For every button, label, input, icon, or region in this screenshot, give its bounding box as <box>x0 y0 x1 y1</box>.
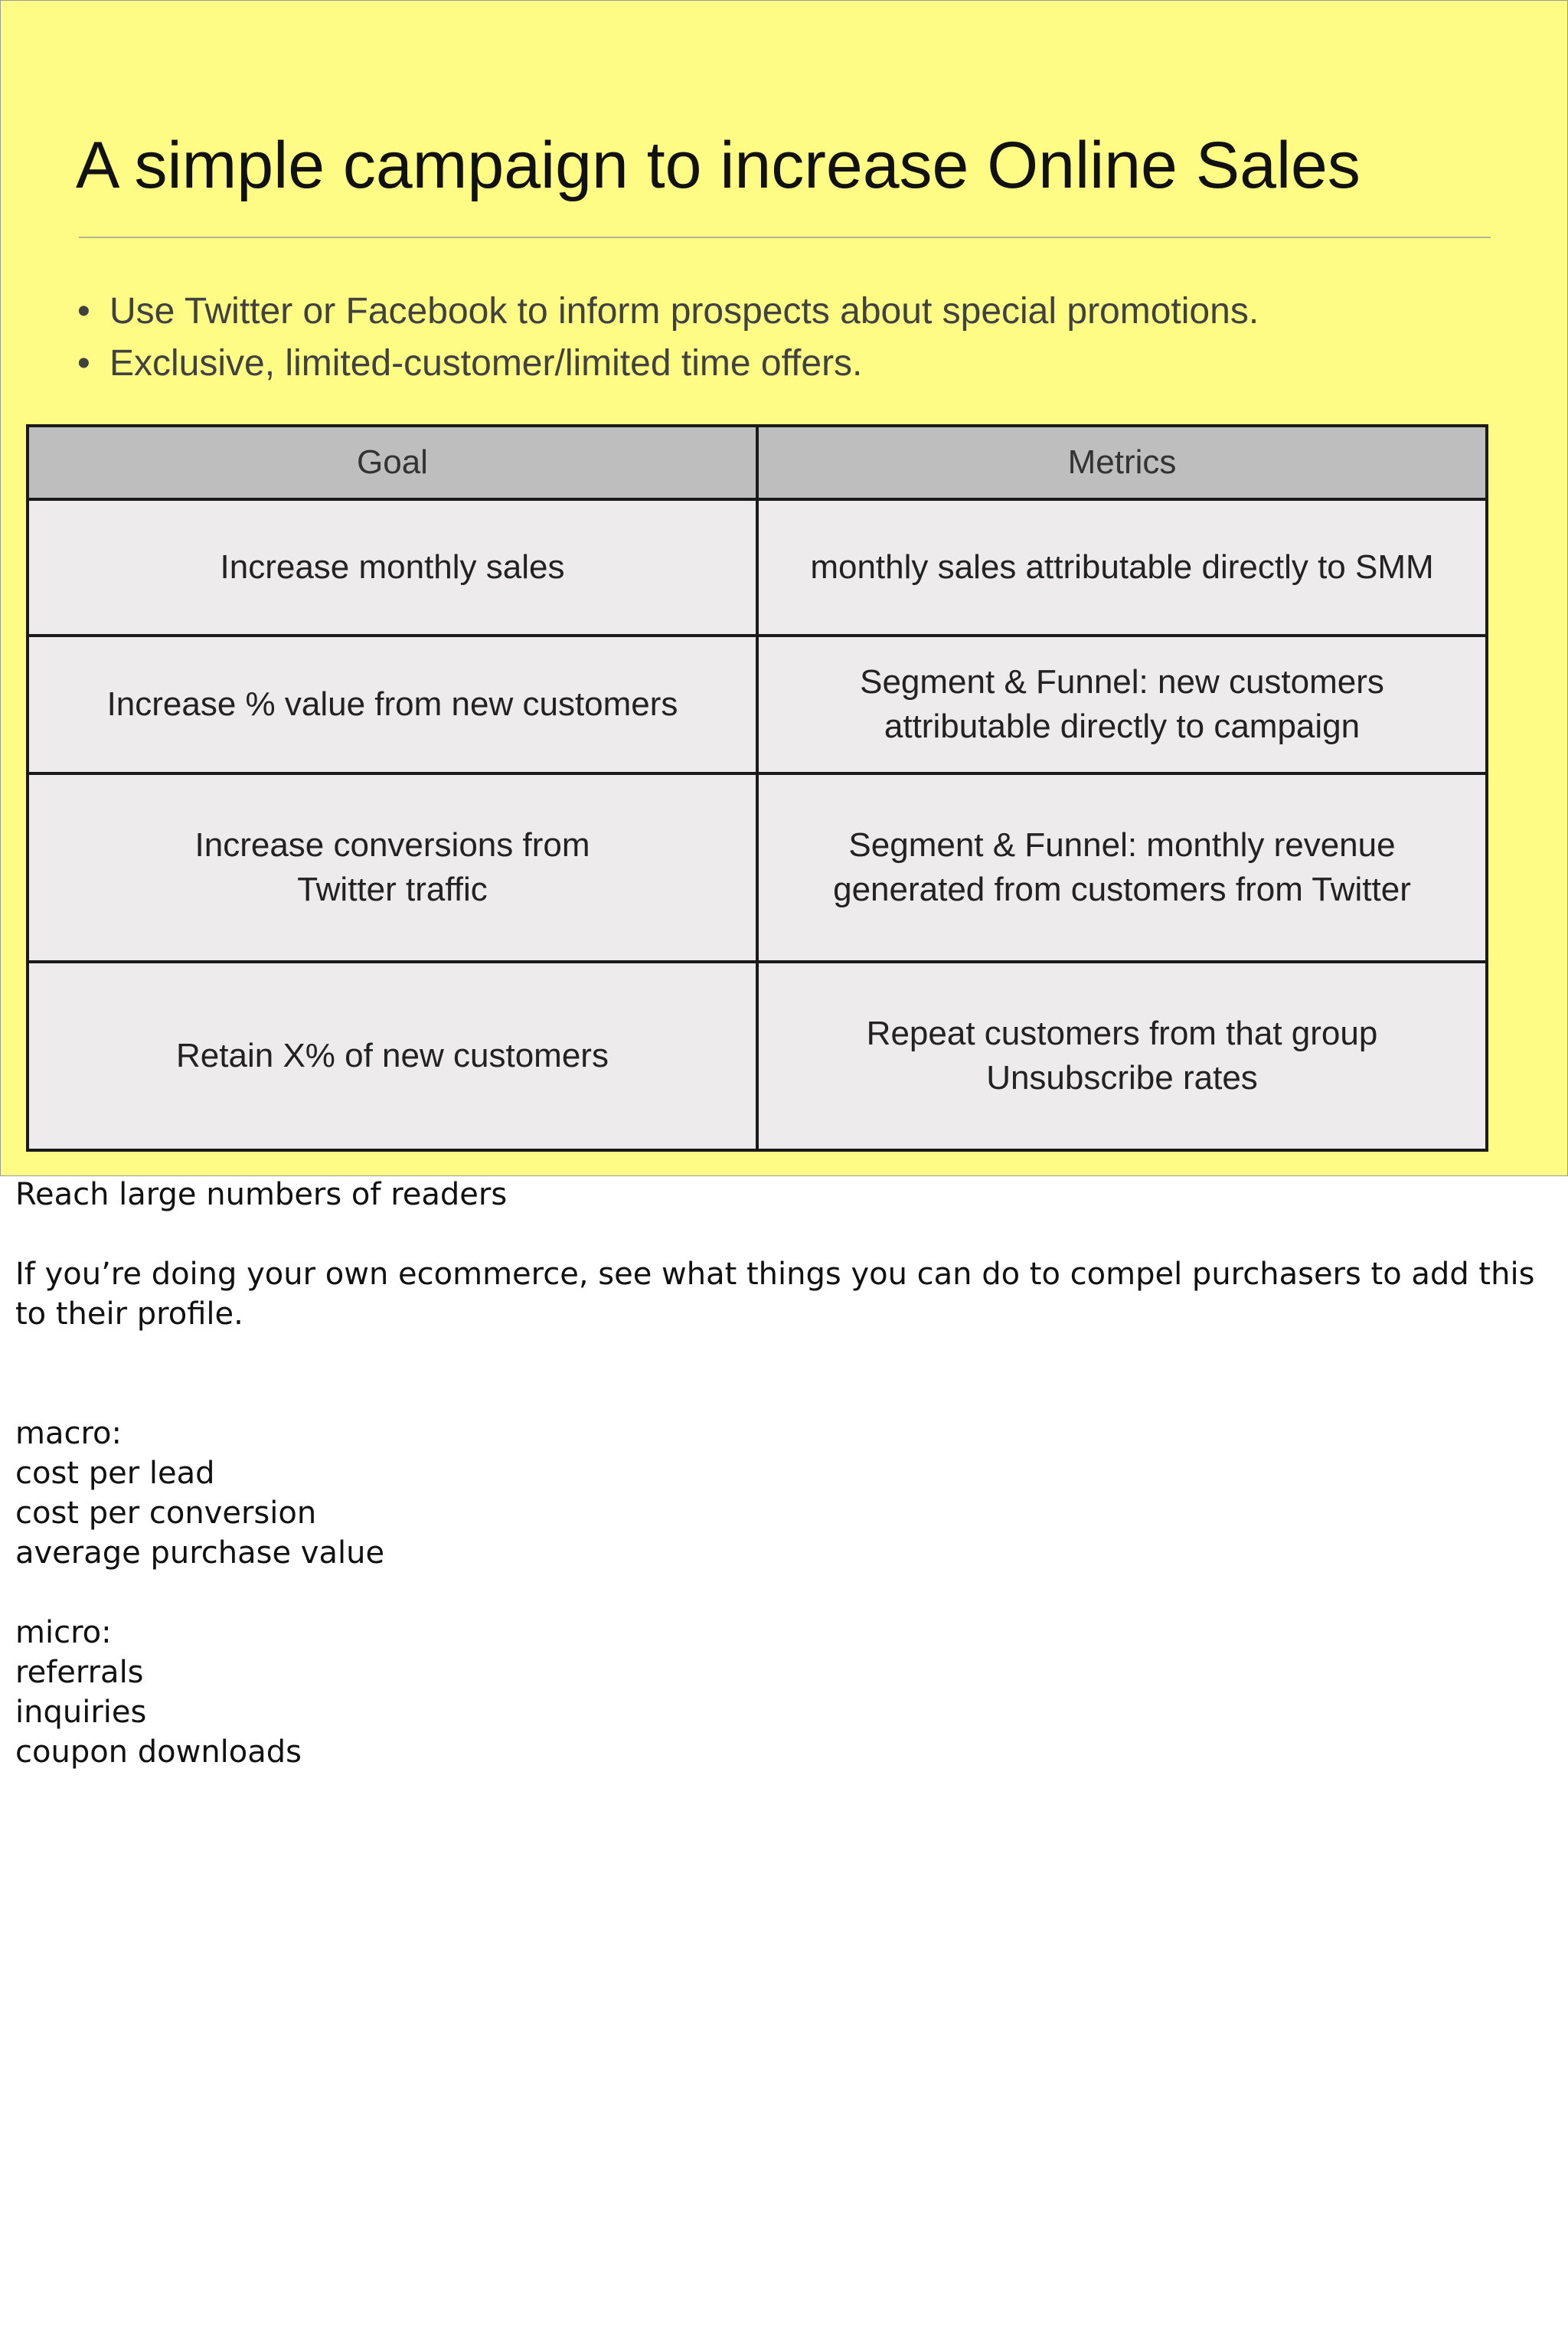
table-row <box>28 499 1487 636</box>
table-row <box>28 636 1487 773</box>
macro-item: average purchase value <box>15 1535 385 1571</box>
bullet-item <box>77 286 1259 338</box>
bullet-text: Use Twitter or Facebook to inform prospects about special promotions. <box>109 291 1259 332</box>
micro-item: inquiries <box>15 1695 147 1730</box>
notes-paragraph: If you’re doing your own ecommerce, see what things you can do to compel purchasers to add this to their profile. <box>15 1257 1535 1332</box>
metrics-cell <box>757 499 1487 636</box>
bullet-text: Exclusive, limited-customer/limited time offers. <box>109 343 863 384</box>
macro-item: cost per conversion <box>15 1496 317 1531</box>
micro-label: micro: <box>15 1615 112 1650</box>
cell-line: Unsubscribe rates <box>986 1059 1258 1097</box>
macro-label: macro: <box>15 1416 122 1451</box>
bullet-icon: • <box>77 291 90 332</box>
goal-cell <box>28 773 757 962</box>
metrics-cell <box>757 962 1487 1150</box>
slide-title: A simple campaign to increase Online Sales <box>76 129 1361 202</box>
header-metrics: Metrics <box>757 426 1487 499</box>
cell-line: Increase monthly sales <box>220 548 565 586</box>
goals-metrics-table <box>26 424 1488 1152</box>
cell-line: Increase conversions from <box>194 826 590 864</box>
cell-line: attributable directly to campaign <box>884 708 1361 745</box>
speaker-notes <box>15 1175 1547 1772</box>
cell-line: Retain X% of new customers <box>176 1037 609 1074</box>
cell-line: Increase % value from new customers <box>106 685 678 723</box>
goal-cell <box>28 962 757 1150</box>
cell-line: generated from customers from Twitter <box>833 871 1411 908</box>
bullet-list <box>77 286 1259 390</box>
micro-item: referrals <box>15 1655 144 1690</box>
table-row <box>28 773 1487 962</box>
table-row <box>28 962 1487 1150</box>
metrics-cell <box>757 773 1487 962</box>
cell-line: Segment & Funnel: monthly revenue <box>848 826 1396 864</box>
cell-line: Twitter traffic <box>297 871 488 908</box>
goal-cell <box>28 499 757 636</box>
title-divider <box>79 237 1491 238</box>
header-goal: Goal <box>28 426 757 499</box>
macro-item: cost per lead <box>15 1456 215 1491</box>
micro-item: coupon downloads <box>15 1734 302 1770</box>
table-header-row <box>28 426 1487 499</box>
notes-line: Reach large numbers of readers <box>15 1177 508 1212</box>
goal-cell <box>28 636 757 773</box>
cell-line: Repeat customers from that group <box>866 1015 1378 1052</box>
metrics-cell <box>757 636 1487 773</box>
cell-line: monthly sales attributable directly to SMM <box>810 548 1434 586</box>
bullet-icon: • <box>77 343 90 384</box>
cell-line: Segment & Funnel: new customers <box>860 663 1384 701</box>
bullet-item <box>77 338 1259 390</box>
